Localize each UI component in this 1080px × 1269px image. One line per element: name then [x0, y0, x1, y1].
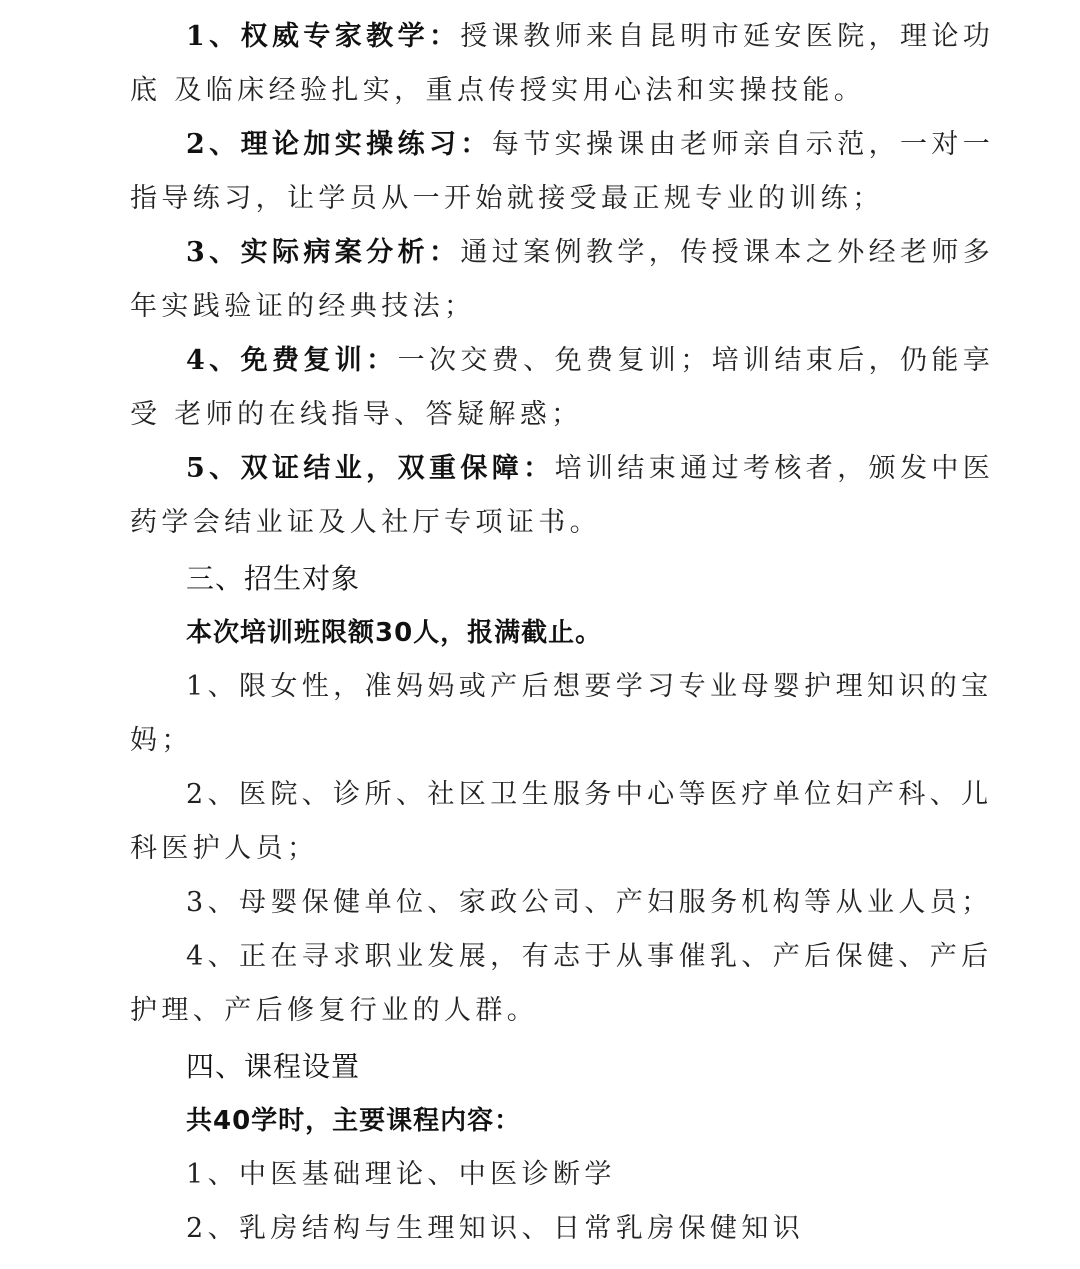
- feature-item-3-line2: 年实践验证的经典技法；: [130, 291, 476, 322]
- feature-item-2-line1: [130, 118, 995, 172]
- feature-title: 2、理论加实操练习：: [186, 129, 492, 160]
- feature-title: 4、免费复训：: [186, 345, 398, 376]
- enrollment-item-1-line2: 妈；: [130, 725, 193, 756]
- enrollment-item-2-line2: 科医护人员；: [130, 833, 319, 864]
- enrollment-item-4-line2: 护理、产后修复行业的人群。: [130, 995, 539, 1026]
- feature-item-5-line1: [130, 442, 995, 496]
- curriculum-item-1: 1、中医基础理论、中医诊断学: [186, 1159, 616, 1190]
- enrollment-item-4-line1: 4、正在寻求职业发展，有志于从事催乳、产后保健、产后: [186, 941, 993, 972]
- feature-item-1-line2: 底 及临床经验扎实，重点传授实用心法和实操技能。: [130, 75, 866, 106]
- feature-item-5-line2: 药学会结业证及人社厅专项证书。: [130, 507, 601, 538]
- section-heading-enrollment: 三、招生对象: [186, 562, 361, 595]
- feature-item-1-line1: [130, 10, 995, 64]
- feature-text: 授课教师来自昆明市延安医院，理论功: [460, 21, 995, 52]
- curriculum-item-2: 2、乳房结构与生理知识、日常乳房保健知识: [186, 1213, 805, 1244]
- feature-item-3-line1: [130, 226, 995, 280]
- feature-text: 一次交费、免费复训；培训结束后，仍能享: [397, 345, 995, 376]
- feature-text: 培训结束通过考核者，颁发中医: [554, 453, 995, 484]
- enrollment-item-3-line1: 3、母婴保健单位、家政公司、产妇服务机构等从业人员；: [186, 887, 993, 918]
- curriculum-summary: 共40学时，主要课程内容：: [186, 1106, 522, 1136]
- feature-title: 3、实际病案分析：: [186, 237, 461, 268]
- feature-item-2-line2: 指导练习，让学员从一开始就接受最正规专业的训练；: [130, 183, 884, 214]
- feature-item-4-line2: 受 老师的在线指导、答疑解惑；: [130, 399, 583, 430]
- feature-text: 每节实操课由老师亲自示范，一对一: [491, 129, 995, 160]
- enrollment-item-1-line1: 1、限女性，准妈妈或产后想要学习专业母婴护理知识的宝: [186, 671, 993, 702]
- feature-item-4-line1: [130, 334, 995, 388]
- enrollment-summary: 本次培训班限额30人，报满截止。: [186, 618, 603, 648]
- enrollment-item-2-line1: 2、医院、诊所、社区卫生服务中心等医疗单位妇产科、儿: [186, 779, 993, 810]
- section-heading-curriculum: 四、课程设置: [186, 1050, 361, 1083]
- feature-text: 通过案例教学，传授课本之外经老师多: [460, 237, 995, 268]
- feature-title: 5、双证结业，双重保障：: [186, 453, 555, 484]
- document-page: [130, 10, 995, 1256]
- feature-title: 1、权威专家教学：: [186, 21, 461, 52]
